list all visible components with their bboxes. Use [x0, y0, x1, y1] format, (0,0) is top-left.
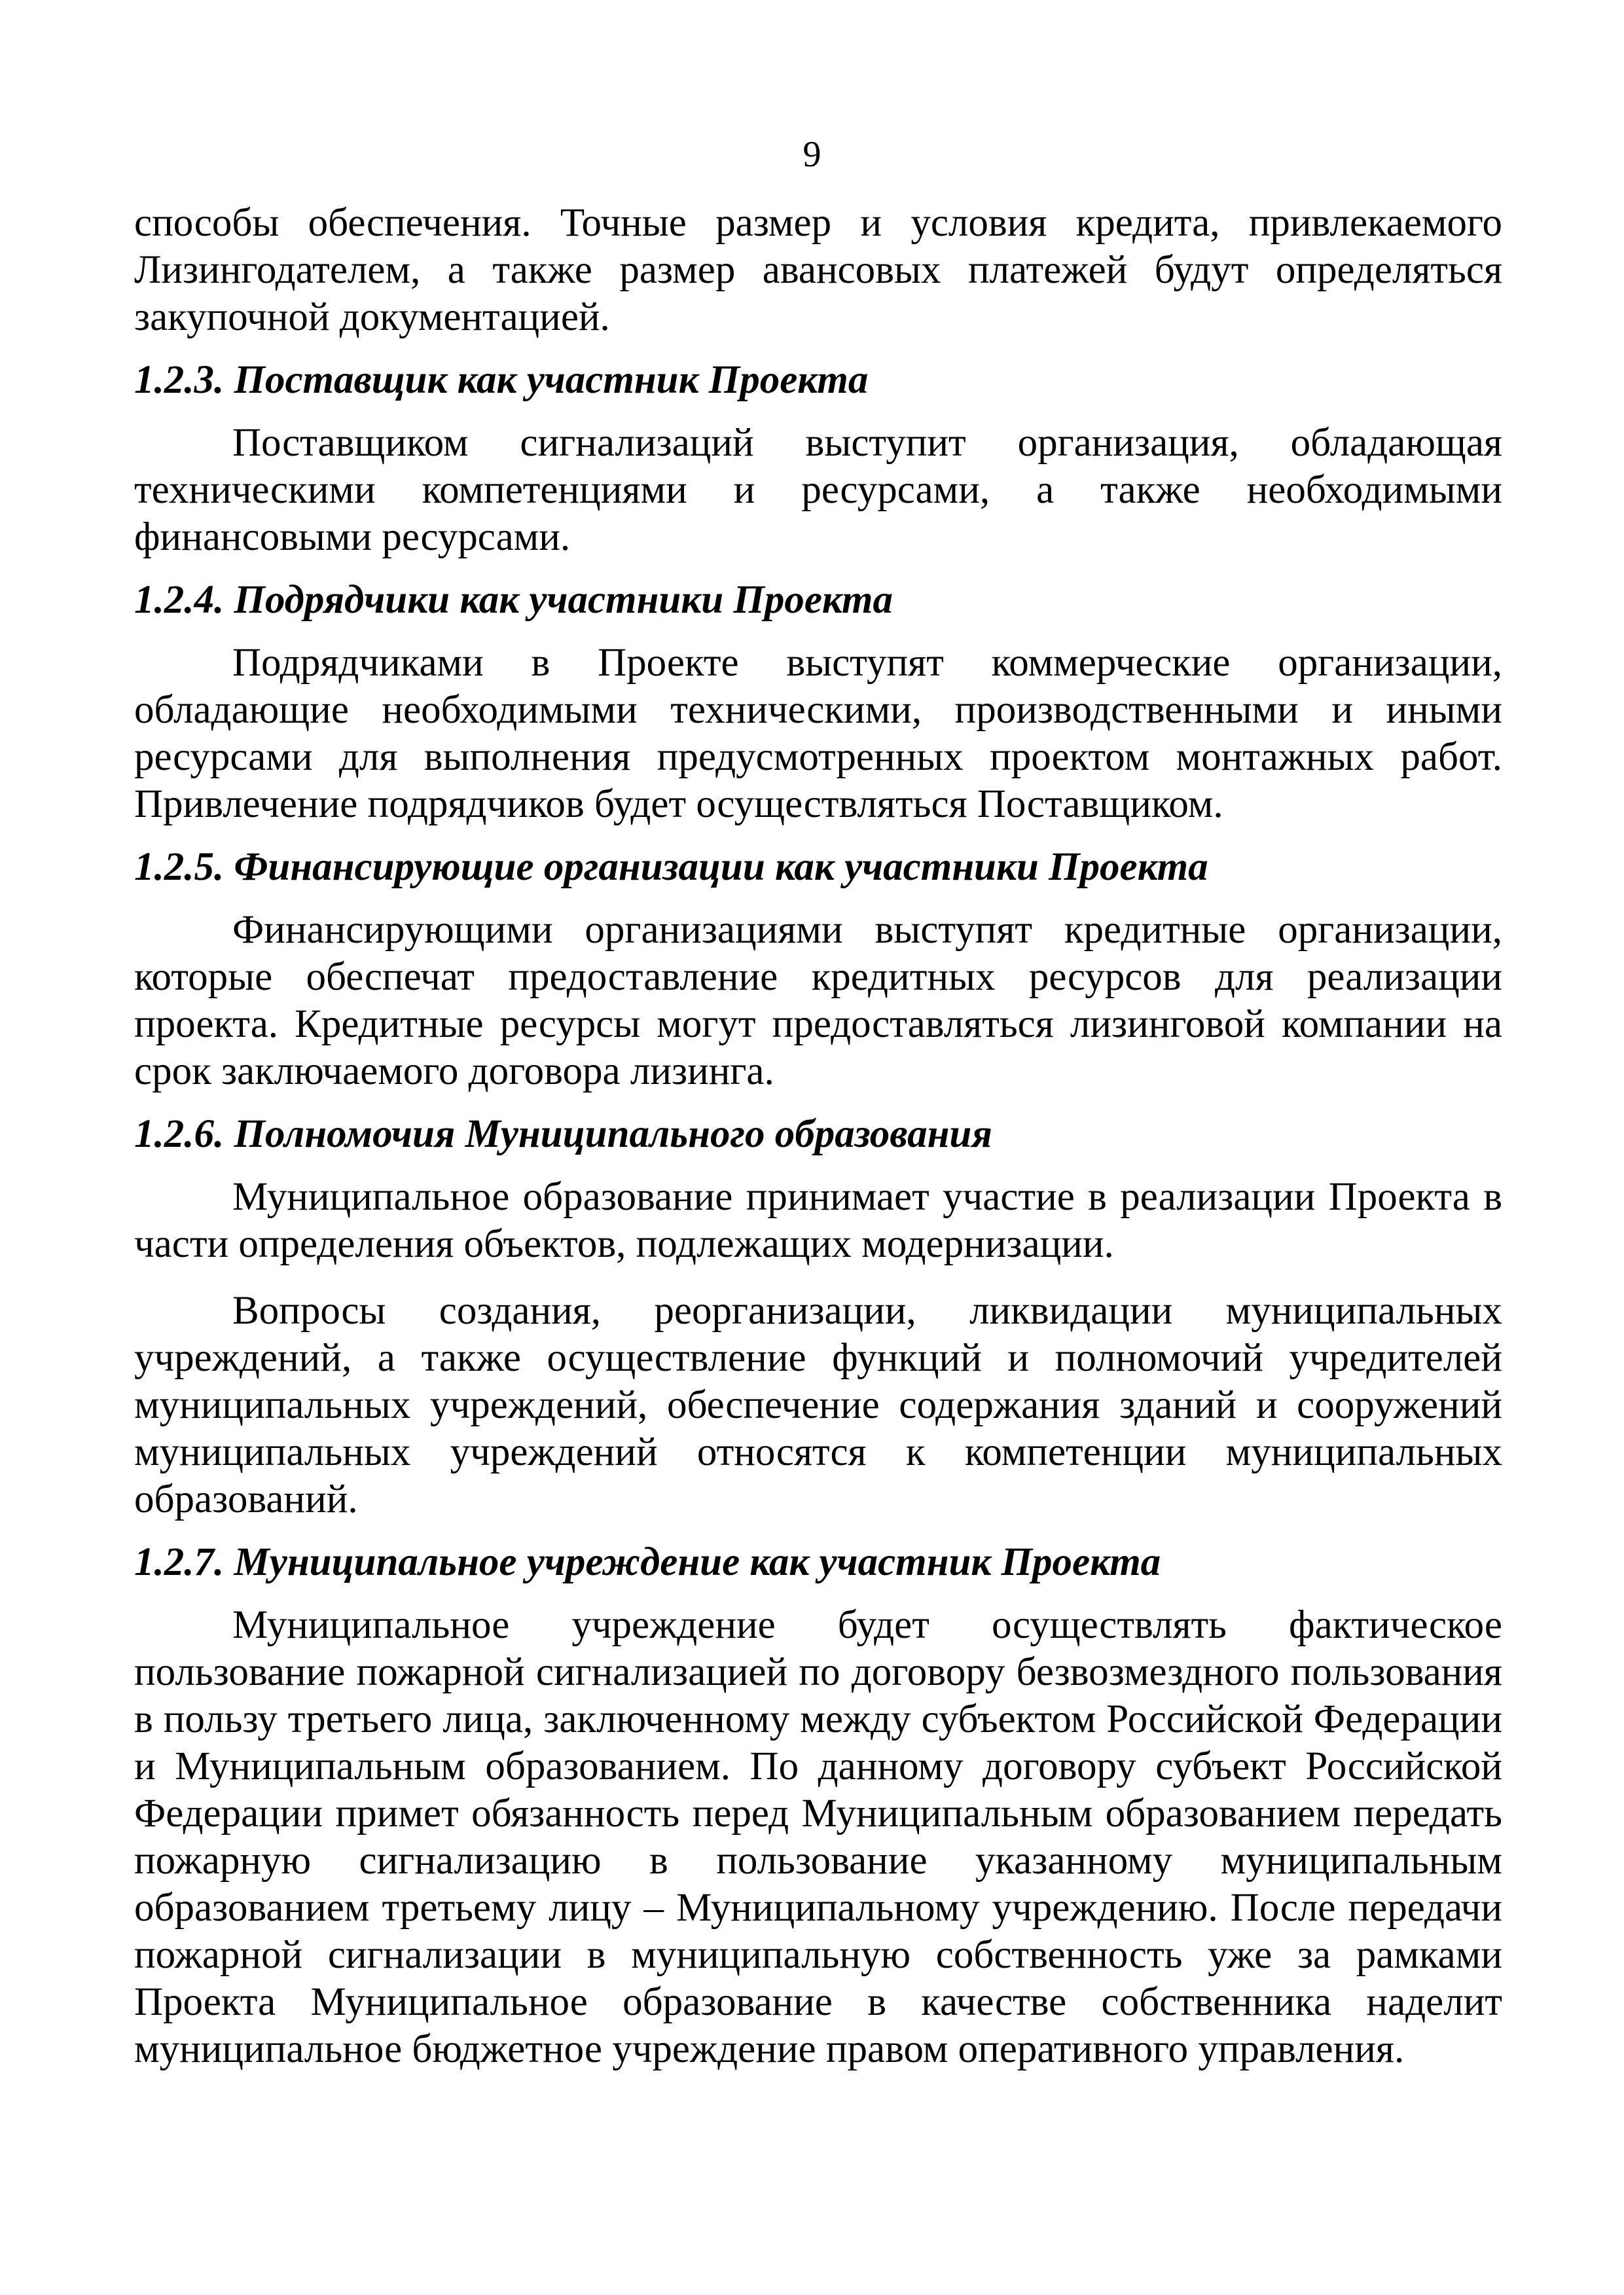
- section-1-2-7-paragraph: Муниципальное учреждение будет осуществлять фактическое пользование пожарной сигнализацией по договору безвозмездного пользования в пользу третьего лица, заключенному между субъектом Российской Федерации и Муниципальным образованием. По данному договору субъект Российской Федерации примет обязанность перед Муниципальным образованием передать пожарную сигнализацию в пользование указанному муниципальным образованием третьему лицу – Муниципальному учреждению. После передачи пожарной сигнализации в муниципальную собственность уже за рамками Проекта Муниципальное образование в качестве собственника наделит муниципальное бюджетное учреждение правом оперативного управления.: [134, 1603, 1502, 2071]
- page-number: 9: [803, 134, 821, 175]
- section-heading-1-2-4: 1.2.4. Подрядчики как участники Проекта: [134, 578, 893, 622]
- section-heading-1-2-7: 1.2.7. Муниципальное учреждение как участник Проекта: [134, 1540, 1161, 1584]
- section-1-2-5-paragraph: Финансирующими организациями выступят кредитные организации, которые обеспечат предоставление кредитных ресурсов для реализации проекта. Кредитные ресурсы могут предоставляться лизинговой компании на срок заключаемого договора лизинга.: [134, 908, 1502, 1093]
- section-heading-1-2-5: 1.2.5. Финансирующие организации как участники Проекта: [134, 845, 1208, 889]
- document-body: [134, 200, 1502, 2073]
- section-heading-1-2-3: 1.2.3. Поставщик как участник Проекта: [134, 358, 869, 402]
- intro-paragraph: способы обеспечения. Точные размер и условия кредита, привлекаемого Лизингодателем, а также размер авансовых платежей будут определяться закупочной документацией.: [134, 201, 1502, 339]
- section-1-2-6-paragraph-2: Вопросы создания, реорганизации, ликвидации муниципальных учреждений, а также осуществление функций и полномочий учредителей муниципальных учреждений, обеспечение содержания зданий и сооружений муниципальных учреждений относятся к компетенции муниципальных образований.: [134, 1289, 1502, 1521]
- section-1-2-3-paragraph: Поставщиком сигнализаций выступит организация, обладающая техническими компетенциями и ресурсами, а также необходимыми финансовыми ресурсами.: [134, 421, 1502, 559]
- section-heading-1-2-6: 1.2.6. Полномочия Муниципального образования: [134, 1112, 992, 1156]
- section-1-2-6-paragraph-1: Муниципальное образование принимает участие в реализации Проекта в части определения объектов, подлежащих модернизации.: [134, 1175, 1502, 1266]
- section-1-2-4-paragraph: Подрядчиками в Проекте выступят коммерческие организации, обладающие необходимыми техническими, производственными и иными ресурсами для выполнения предусмотренных проектом монтажных работ. Привлечение подрядчиков будет осуществляться Поставщиком.: [134, 641, 1502, 826]
